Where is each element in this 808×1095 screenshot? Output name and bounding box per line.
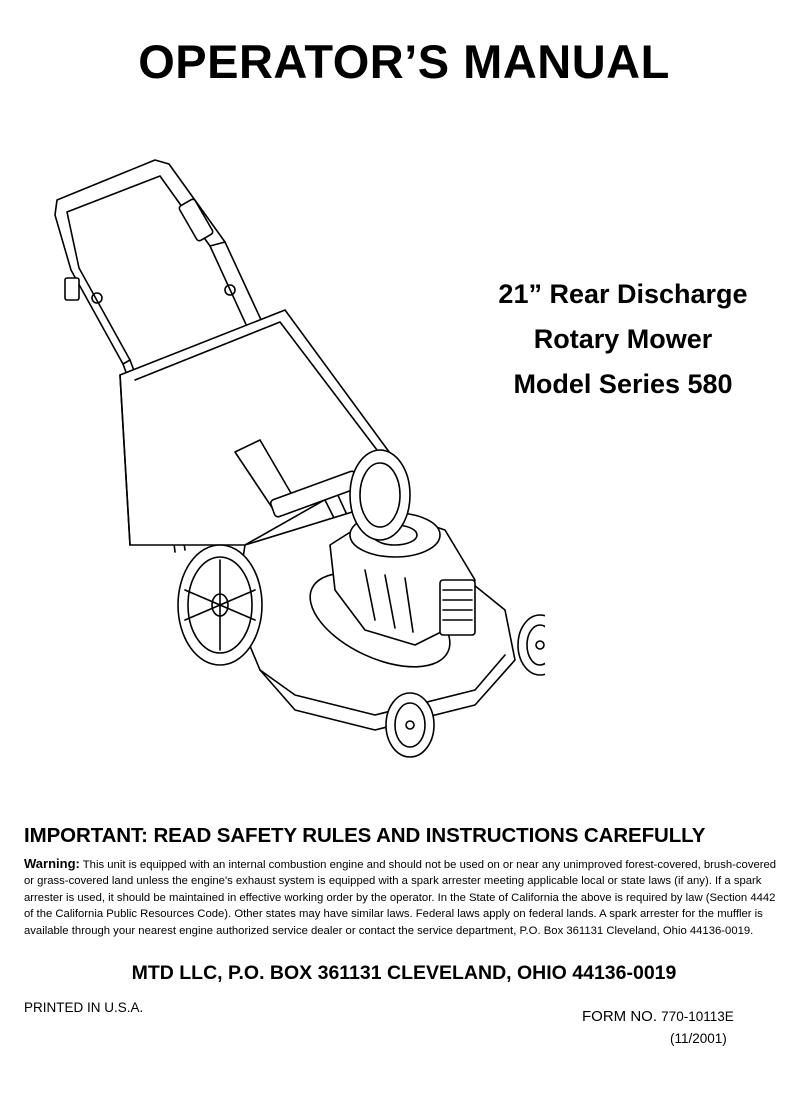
subtitle-line-1: 21” Rear Discharge: [498, 279, 748, 309]
important-safety-heading: IMPORTANT: READ SAFETY RULES AND INSTRUCTIONS CAREFULLY: [24, 824, 706, 847]
warning-label: Warning:: [24, 856, 80, 871]
form-date: (11/2001): [670, 1031, 727, 1046]
form-label: FORM NO.: [582, 1008, 657, 1025]
form-number-value: 770-10113E: [661, 1009, 734, 1024]
warning-text: This unit is equipped with an internal combustion engine and should not be used on or near any unimproved forest-covered, brush-covered or grass-covered land unless the engine's exhaust system is equipped with a spark arrester meeting applicable local or state laws (if any). If a spark arrester is used, it should be maintained in effective working order by the operator. In the State of California the above is required by law (Section 4442 of the California Public Resources Code). Other states may have similar laws. Federal laws apply on federal lands. A spark arrester for the muffler is available through your nearest engine authorized service dealer or contact the service department, P.O. Box 361131 Cleveland, Ohio 44136-0019.: [24, 859, 777, 937]
lawn-mower-illustration: [35, 150, 545, 790]
form-number: [582, 1008, 734, 1025]
printed-in: PRINTED IN U.S.A.: [24, 1000, 144, 1015]
subtitle-line-2: Rotary Mower: [533, 324, 713, 354]
warning-paragraph: [24, 856, 779, 939]
company-address: MTD LLC, P.O. BOX 361131 CLEVELAND, OHIO 44136-0019: [131, 962, 677, 984]
subtitle-line-3: Model Series 580: [513, 369, 733, 399]
manual-title: OPERATOR’S MANUAL: [138, 35, 670, 88]
